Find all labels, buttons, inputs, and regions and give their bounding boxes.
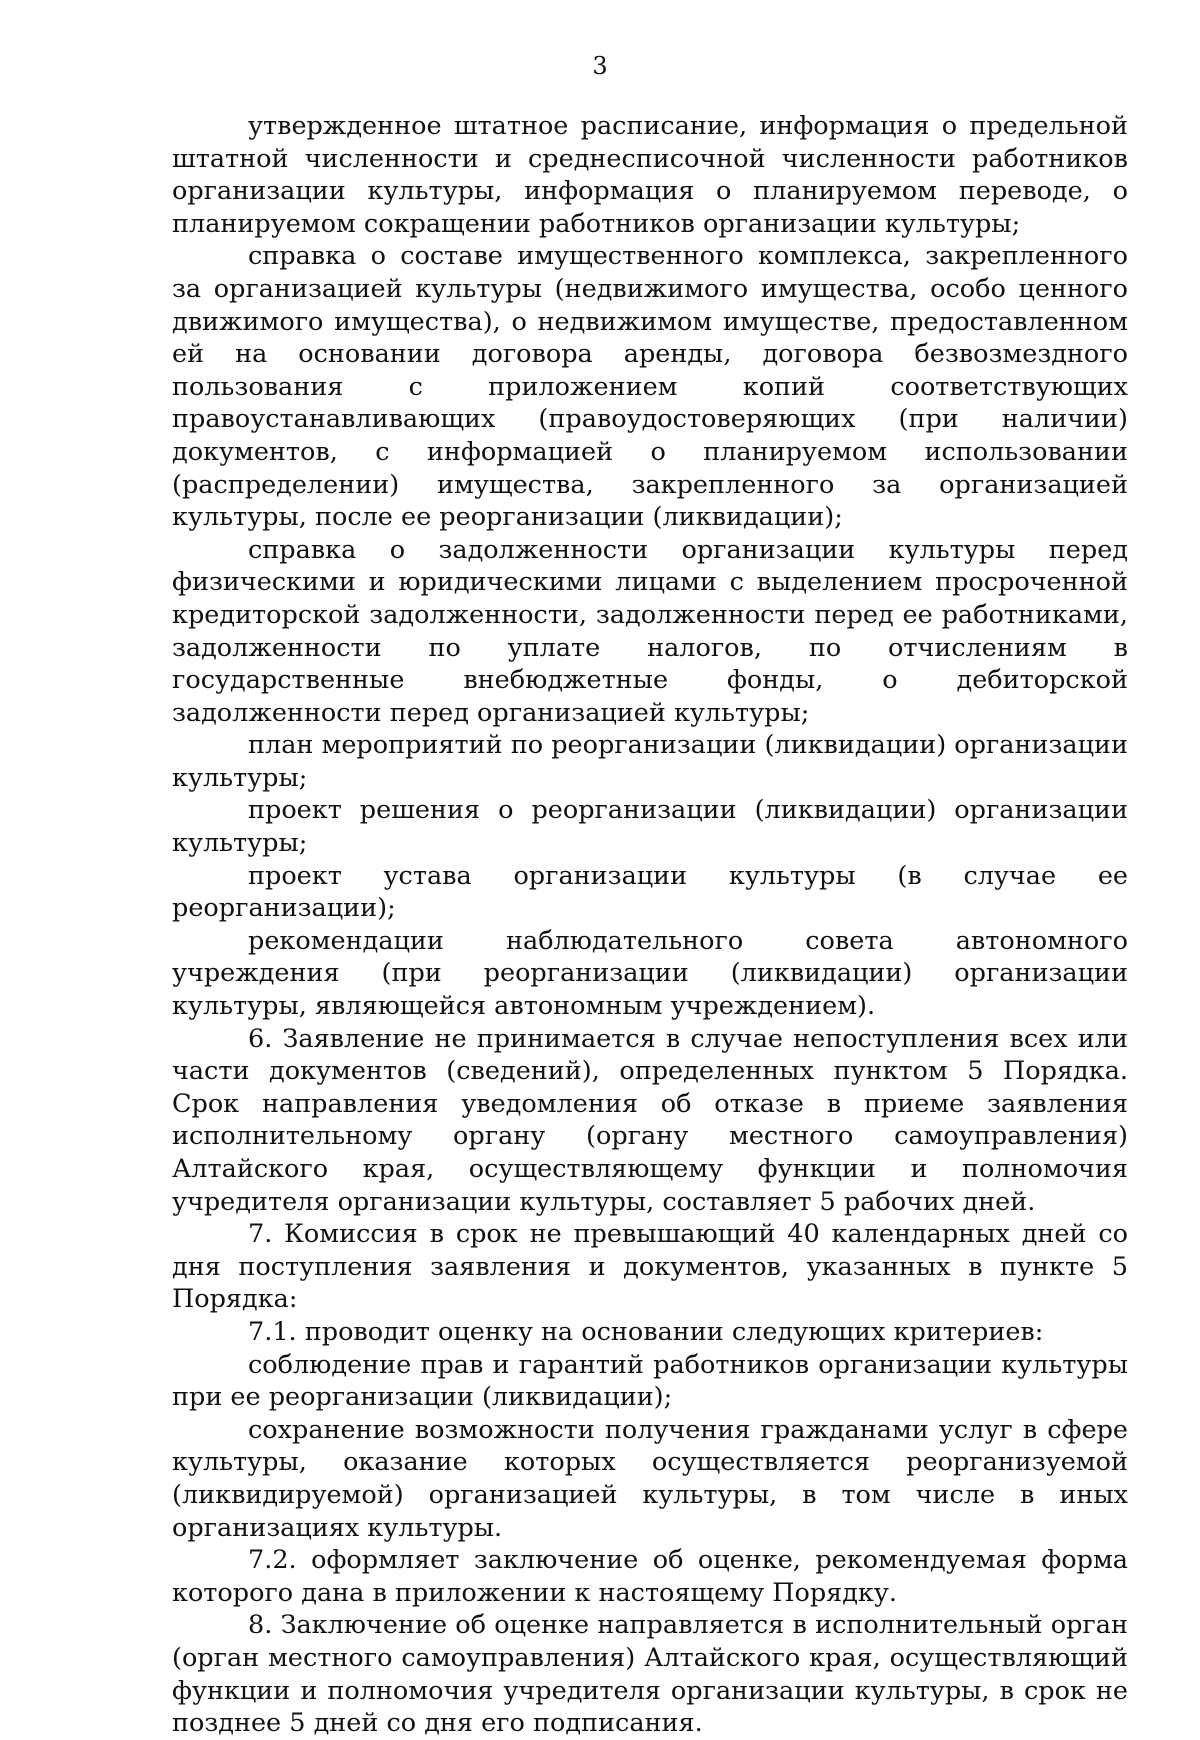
paragraph-staffing-info: утвержденное штатное расписание, информация о предельной штатной численности и среднесписочной численности работников организации культуры, информация о планируемом переводе, о планируемом сокращении работников организации культуры; <box>172 111 1128 239</box>
paragraph-criterion-services: сохранение возможности получения гражданами услуг в сфере культуры, оказание которых осуществляется реорганизуемой (ликвидируемой) организацией культуры, в том числе в иных организациях культуры. <box>172 1414 1128 1543</box>
paragraph-item-6: 6. Заявление не принимается в случае непоступления всех или части документов (сведений), определенных пунктом 5 Порядка. Срок направления уведомления об отказе в приеме заявления исполнительному органу (органу местного самоуправления) Алтайского края, осуществляющему функции и полномочия учредителя организации культуры, составляет 5 рабочих дней. <box>172 1023 1128 1217</box>
page-number: 3 <box>592 52 608 80</box>
paragraph-decision-draft: проект решения о реорганизации (ликвидации) организации культуры; <box>172 795 1128 859</box>
document-body <box>172 110 1128 1740</box>
paragraph-debt-certificate: справка о задолженности организации культуры перед физическими и юридическими лицами с выделением просроченной кредиторской задолженности, задолженности перед ее работниками, задолженности по уплате налогов, по отчислениям в государственные внебюджетные фонды, о дебиторской задолженности перед организацией культуры; <box>172 534 1128 728</box>
paragraph-property-certificate: справка о составе имущественного комплекса, закрепленного за организацией культуры (недвижимого имущества, особо ценного движимого имущества), о недвижимом имуществе, предоставленном ей на основании договора аренды, договора безвозмездного пользования с приложением копий соответствующих правоустанавливающих (правоудостоверяющих (при наличии) документов, с информацией о планируемом использовании (распределении) имущества, закрепленного за организацией культуры, после ее реорганизации (ликвидации); <box>172 241 1128 533</box>
paragraph-criterion-rights: соблюдение прав и гарантий работников организации культуры при ее реорганизации (ликвидации); <box>172 1349 1128 1413</box>
paragraph-reorganization-plan: план мероприятий по реорганизации (ликвидации) организации культуры; <box>172 730 1128 793</box>
paragraph-item-7-1: 7.1. проводит оценку на основании следующих критериев: <box>248 1316 1044 1347</box>
paragraph-supervisory-board: рекомендации наблюдательного совета автономного учреждения (при реорганизации (ликвидации) организации культуры, являющейся автономным учреждением). <box>172 925 1128 1022</box>
paragraph-item-8: 8. Заключение об оценке направляется в исполнительный орган (орган местного самоуправления) Алтайского края, осуществляющий функции и полномочия учредителя организации культуры, в срок не позднее 5 дней со дня его подписания. <box>172 1610 1128 1739</box>
paragraph-item-7: 7. Комиссия в срок не превышающий 40 календарных дней со дня поступления заявления и документов, указанных в пункте 5 Порядка: <box>172 1219 1128 1315</box>
paragraph-item-7-2: 7.2. оформляет заключение об оценке, рекомендуемая форма которого дана в приложении к настоящему Порядку. <box>172 1545 1128 1608</box>
paragraph-charter-draft: проект устава организации культуры (в случае ее реорганизации); <box>172 860 1128 924</box>
